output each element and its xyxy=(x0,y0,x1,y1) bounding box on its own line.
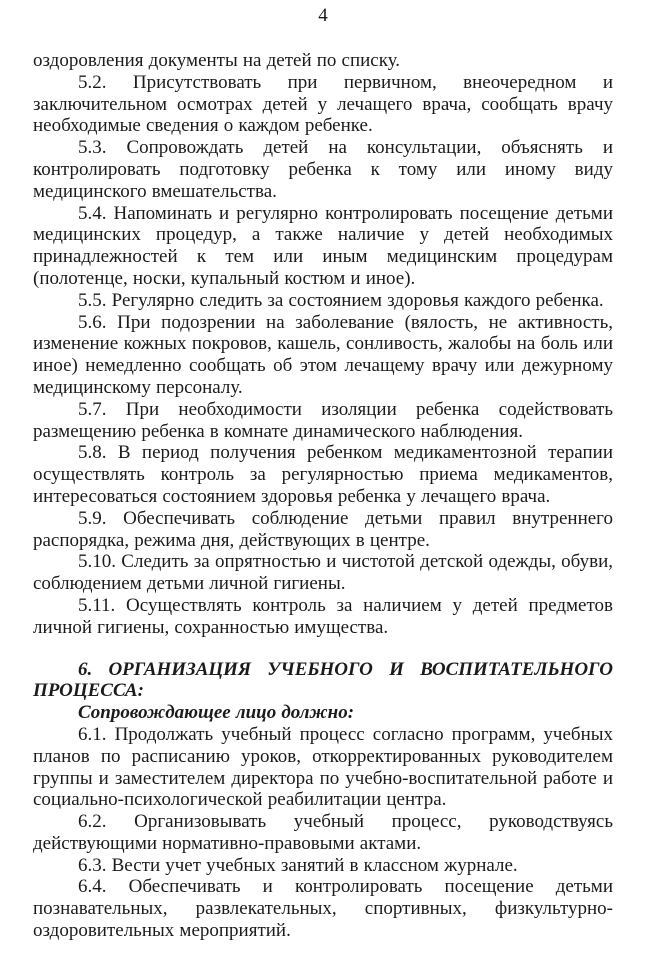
paragraph: 5.3. Сопровождать детей на консультации, объяснять и контролировать подготовку ребенка к тому или иному виду медицинского вмешательства. xyxy=(33,137,613,202)
paragraph: 5.5. Регулярно следить за состоянием здоровья каждого ребенка. xyxy=(78,289,604,311)
paragraph: 6.4. Обеспечивать и контролировать посещение детьми познавательных, развлекательных, спортивных, физкультурно-оздоровительных мероприятий. xyxy=(33,876,613,942)
paragraph: 5.10. Следить за опрятностью и чистотой детской одежды, обуви, соблюдением детьми личной гигиены. xyxy=(33,551,613,595)
paragraph: 5.9. Обеспечивать соблюдение детьми правил внутреннего распорядка, режима дня, действующих в центре. xyxy=(33,507,613,551)
paragraph: 5.4. Напоминать и регулярно контролировать посещение детьми медицинских процедур, а также наличие у детей необходимых принадлежностей к тем или иным медицинским процедурам (полотенце, носки, купальный костюм и иное). xyxy=(33,202,613,289)
paragraph: 6.3. Вести учет учебных занятий в классном журнале. xyxy=(78,854,518,876)
paragraph: оздоровления документы на детей по списку. xyxy=(33,50,401,71)
section-heading: 6. ОРГАНИЗАЦИЯ УЧЕБНОГО И ВОСПИТАТЕЛЬНОГО ПРОЦЕССА: xyxy=(33,658,613,702)
paragraph: 5.2. Присутствовать при первичном, внеочередном и заключительном осмотрах детей у лечащего врача, сообщать врачу необходимые сведения о каждом ребенке. xyxy=(33,71,613,137)
paragraph: 6.1. Продолжать учебный процесс согласно программ, учебных планов по расписанию уроков, откорректированных руководителем группы и заместителем директора по учебно-воспитательной работе и социально-психологической реабилитации центра. xyxy=(33,723,613,811)
paragraph: 5.11. Осуществлять контроль за наличием у детей предметов личной гигиены, сохранностью имущества. xyxy=(33,594,613,638)
paragraph: 5.6. При подозрении на заболевание (вялость, не активность, изменение кожных покровов, кашель, сонливость, жалобы на боль или иное) немедленно сообщать об этом лечащему врачу или дежурному медицинскому персоналу. xyxy=(33,311,613,398)
paragraph: 6.2. Организовывать учебный процесс, руководствуясь действующими нормативно-правовыми актами. xyxy=(33,811,613,854)
document-body xyxy=(33,50,613,942)
paragraph: 5.8. В период получения ребенком медикаментозной терапии осуществлять контроль за регулярностью приема медикаментов, интересоваться состоянием здоровья ребенка у лечащего врача. xyxy=(33,442,613,507)
page-number: 4 xyxy=(318,5,328,26)
paragraph: 5.7. При необходимости изоляции ребенка содействовать размещению ребенка в комнате динамического наблюдения. xyxy=(33,398,613,442)
section-subheading: Сопровождающее лицо должно: xyxy=(78,702,355,724)
